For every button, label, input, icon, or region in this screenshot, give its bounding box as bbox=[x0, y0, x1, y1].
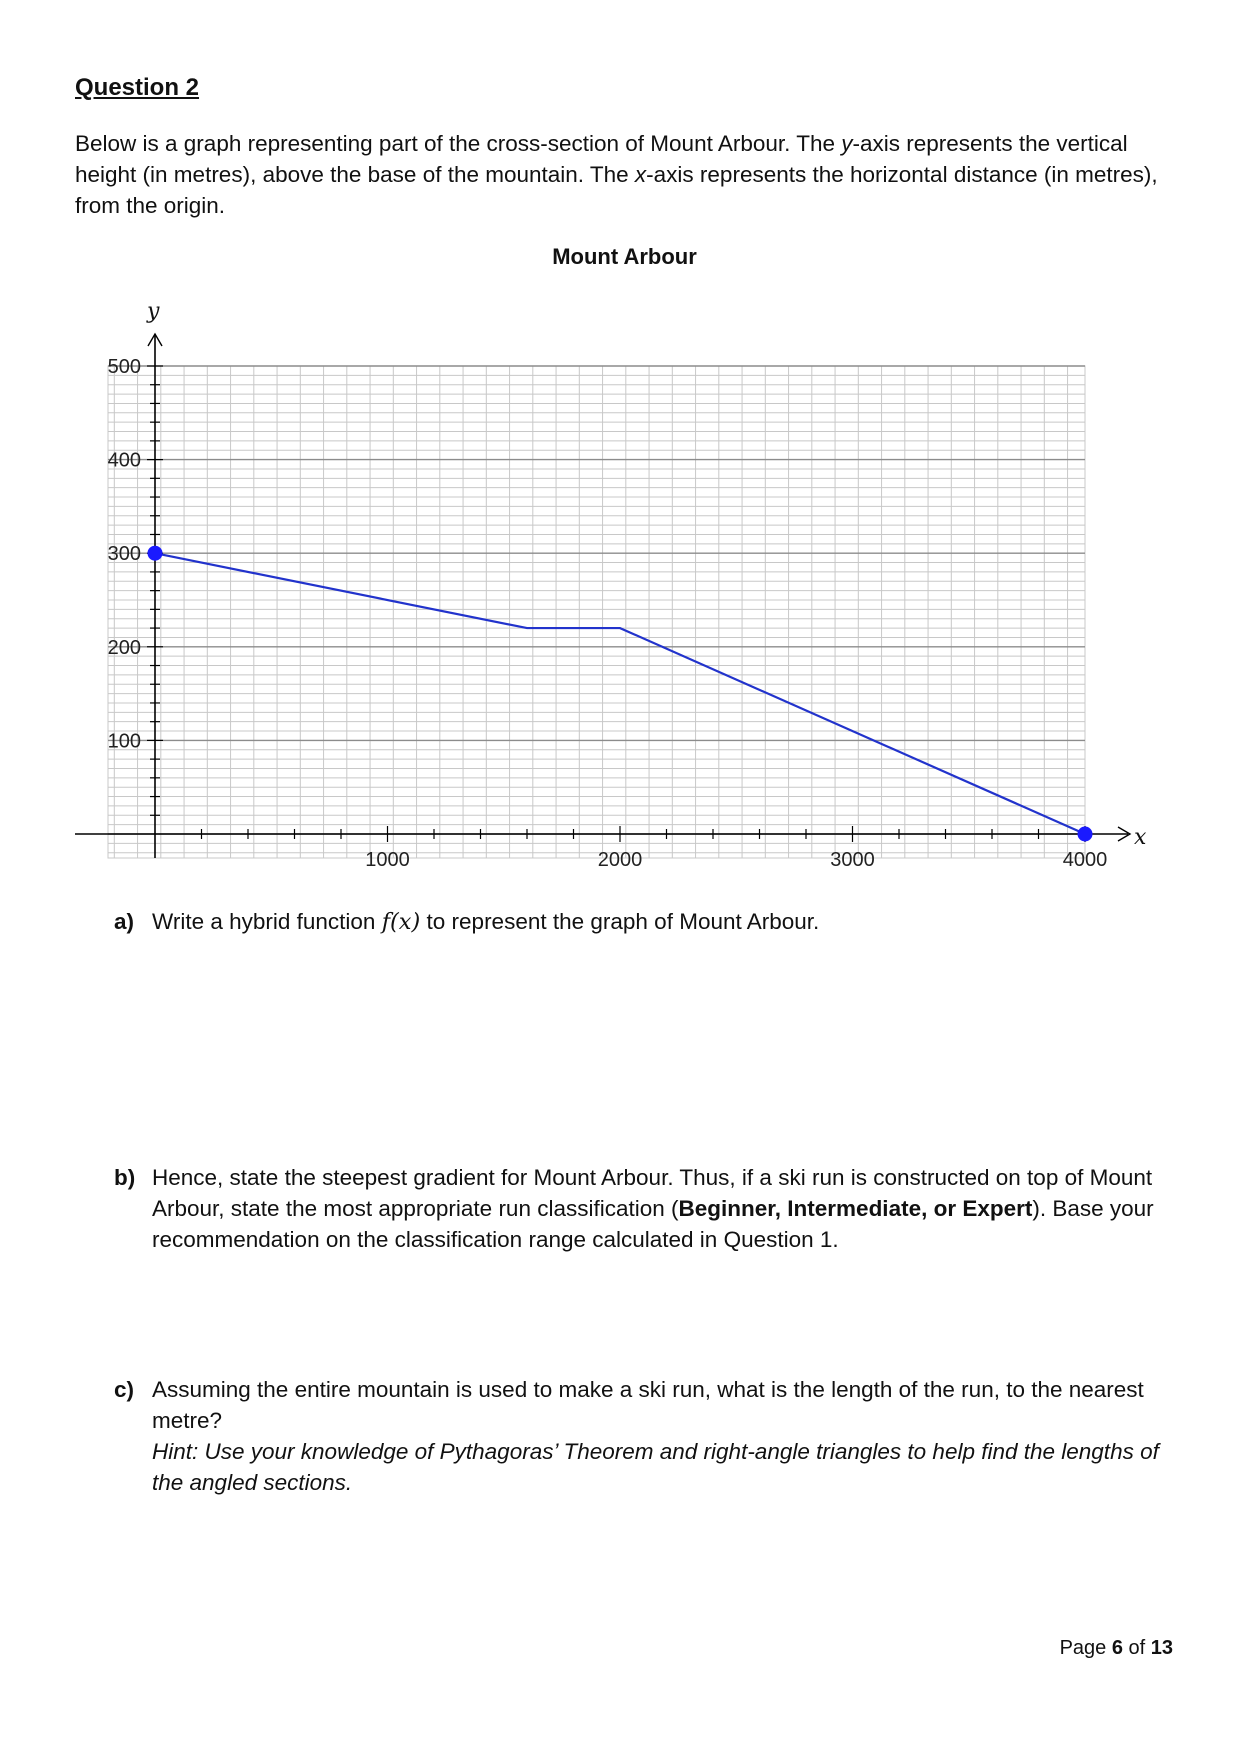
intro-text-2: -axis represents the vertical height (in metres), above the base of the mountain. The bbox=[75, 131, 1128, 187]
tick-labels bbox=[108, 356, 1108, 871]
total-pages: 13 bbox=[1150, 1637, 1173, 1659]
intro-text-1: Below is a graph representing part of the cross-section of Mount Arbour. The bbox=[75, 131, 842, 156]
question-a-text-1: Write a hybrid function bbox=[152, 909, 382, 934]
function-name: f bbox=[381, 909, 391, 935]
x-tick-label: 2000 bbox=[597, 849, 643, 871]
question-b-text-1: Hence, state the steepest gradient for Mount Arbour. Thus, if a ski run is constructed on top of Mount Arbour, state the most appropriate run classification ( bbox=[152, 1165, 1153, 1221]
question-a bbox=[114, 906, 1184, 937]
x-tick-label: 4000 bbox=[1062, 849, 1108, 871]
question-b-label: b) bbox=[114, 1165, 136, 1190]
intro-text-3: -axis represents the horizontal distance (in metres), from the origin. bbox=[75, 162, 1158, 218]
intro-x-variable: x bbox=[634, 162, 647, 187]
classification-options: Beginner, Intermediate, or Expert bbox=[678, 1196, 1033, 1221]
question-c-text bbox=[152, 1374, 1182, 1498]
question-c-label: c) bbox=[114, 1377, 135, 1402]
question-heading: Question 2 bbox=[75, 74, 200, 101]
intro-y-variable: y bbox=[841, 131, 853, 156]
function-argument: (x) bbox=[390, 909, 421, 935]
y-tick-label: 400 bbox=[107, 449, 141, 472]
current-page: 6 bbox=[1111, 1637, 1123, 1659]
x-axis-label: x bbox=[1134, 825, 1147, 850]
question-a-text bbox=[152, 906, 1182, 938]
y-tick-label: 300 bbox=[107, 543, 141, 566]
x-tick-label: 3000 bbox=[830, 849, 875, 871]
chart-title: Mount Arbour bbox=[552, 244, 697, 269]
question-b-text bbox=[152, 1162, 1182, 1255]
y-axis-label: y bbox=[147, 299, 160, 324]
page-number bbox=[1060, 1637, 1173, 1660]
grid-frame bbox=[108, 366, 1085, 858]
y-tick-label: 100 bbox=[107, 730, 141, 753]
intro-paragraph bbox=[75, 128, 1175, 221]
mount-arbour-chart bbox=[0, 290, 1241, 890]
question-b bbox=[114, 1162, 1184, 1252]
y-tick-label: 500 bbox=[107, 356, 141, 378]
of-word: of bbox=[1122, 1637, 1151, 1659]
question-a-label: a) bbox=[114, 909, 135, 934]
grid-minor-lines bbox=[108, 366, 1085, 858]
question-a-text-2: to represent the graph of Mount Arbour. bbox=[420, 909, 820, 934]
start-point bbox=[148, 546, 163, 561]
y-tick-label: 200 bbox=[107, 636, 141, 659]
question-b-text-2: ). Base your recommendation on the classification range calculated in Question 1. bbox=[152, 1196, 1154, 1252]
x-tick-label: 1000 bbox=[365, 849, 410, 871]
page-word: Page bbox=[1059, 1637, 1112, 1659]
question-c-main: Assuming the entire mountain is used to make a ski run, what is the length of the run, to the nearest metre? bbox=[152, 1377, 1144, 1433]
end-point bbox=[1078, 827, 1093, 842]
axes bbox=[75, 299, 1147, 858]
question-c bbox=[114, 1374, 1184, 1495]
question-c-hint: Hint: Use your knowledge of Pythagoras’ Theorem and right-angle triangles to help find the lengths of the angled sections. bbox=[152, 1439, 1159, 1495]
